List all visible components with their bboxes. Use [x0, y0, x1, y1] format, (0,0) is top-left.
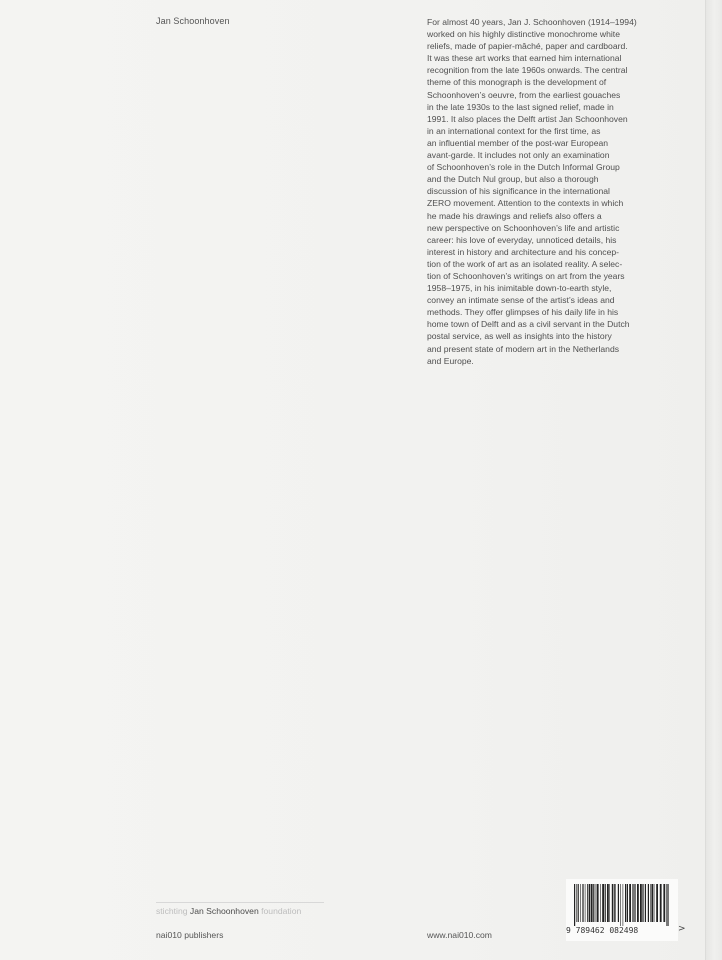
blurb-line: career: his love of everyday, unnoticed details, his	[427, 234, 617, 245]
foundation-prefix: stichting	[156, 906, 188, 916]
blurb-line: home town of Delft and as a civil servant in the Dutch	[427, 319, 630, 330]
blurb-line: in an international context for the first time, as	[427, 125, 601, 136]
blurb-line: an influential member of the post-war European	[427, 137, 609, 148]
barcode-bar	[574, 884, 575, 926]
barcode-bar	[637, 884, 639, 922]
book-spine-edge	[705, 0, 722, 960]
blurb-text	[427, 16, 689, 367]
blurb-line: methods. They offer glimpses of his daily life in his	[427, 307, 619, 318]
barcode-bar	[651, 884, 653, 922]
barcode-arrow-icon: >	[678, 924, 686, 934]
blurb-line: tion of Schoonhoven’s writings on art from the years	[427, 270, 625, 281]
publisher-name: nai010 publishers	[156, 930, 224, 940]
blurb-line: and the Dutch Nul group, but also a thorough	[427, 174, 599, 185]
barcode-bar	[600, 884, 601, 922]
blurb-line: recognition from the late 1960s onwards. The central	[427, 65, 628, 76]
foundation-credit	[156, 906, 301, 916]
blurb-line: he made his drawings and reliefs also offers a	[427, 210, 602, 221]
barcode-bar	[650, 884, 651, 922]
barcode-bar	[607, 884, 609, 922]
blurb-line: reliefs, made of papier-mâché, paper and cardboard.	[427, 41, 628, 52]
barcode-bar	[642, 884, 643, 922]
barcode-bar	[580, 884, 581, 922]
barcode-bar	[618, 884, 619, 922]
barcode-bar	[663, 884, 665, 922]
barcode-bar	[629, 884, 631, 922]
barcode-bar	[593, 884, 594, 922]
blurb-line: avant-garde. It includes not only an examination	[427, 150, 610, 161]
barcode-bar	[578, 884, 579, 922]
barcode-bar	[585, 884, 586, 922]
barcode-bar	[668, 884, 669, 926]
blurb-line: discussion of his significance in the international	[427, 186, 610, 197]
barcode-bar	[656, 884, 658, 922]
barcode-bar	[597, 884, 599, 922]
author-name: Jan Schoonhoven	[156, 16, 230, 26]
barcode-bar	[587, 884, 588, 922]
barcode-bar	[640, 884, 642, 922]
blurb-line: of Schoonhoven’s role in the Dutch Informal Group	[427, 162, 620, 173]
barcode-bar	[582, 884, 583, 922]
barcode-bar	[648, 884, 649, 922]
blurb-line: For almost 40 years, Jan J. Schoonhoven (1914–1994)	[427, 17, 637, 27]
barcode-bar	[635, 884, 636, 922]
barcode-bar	[589, 884, 590, 922]
barcode-bar	[576, 884, 577, 922]
blurb-line: and present state of modern art in the Netherlands	[427, 343, 620, 354]
blurb-line: theme of this monograph is the development of	[427, 77, 607, 88]
barcode-bar	[614, 884, 615, 922]
foundation-name: Jan Schoonhoven	[189, 906, 259, 916]
foundation-divider	[156, 902, 324, 903]
blurb-line: and Europe.	[427, 355, 474, 366]
barcode-digits: 9 789462 082498	[566, 926, 639, 935]
foundation-suffix: foundation	[261, 906, 302, 916]
barcode-bar	[605, 884, 606, 922]
blurb-line: postal service, as well as insights into the history	[427, 331, 612, 342]
barcode-bar	[632, 884, 633, 922]
blurb-line: 1958–1975, in his inimitable down-to-earth style,	[427, 283, 612, 294]
blurb-line: It was these art works that earned him international	[427, 53, 622, 64]
isbn-barcode	[566, 879, 678, 941]
barcode-bar	[654, 884, 655, 922]
blurb-line: convey an intimate sense of the artist’s ideas and	[427, 295, 615, 306]
blurb-line: in the late 1930s to the last signed relief, made in	[427, 101, 614, 112]
barcode-bar	[660, 884, 662, 922]
barcode-bar	[615, 884, 616, 922]
blurb-line: worked on his highly distinctive monochrome white	[427, 29, 620, 40]
blurb-line: 1991. It also places the Delft artist Jan Schoonhoven	[427, 113, 628, 124]
barcode-bar	[602, 884, 604, 922]
barcode-bars	[574, 884, 670, 926]
barcode-bar	[596, 884, 597, 922]
barcode-bar	[609, 884, 610, 922]
publisher-website: www.nai010.com	[427, 930, 492, 940]
barcode-bar	[620, 884, 621, 926]
barcode-bar	[612, 884, 613, 922]
barcode-bar	[625, 884, 626, 922]
blurb-line: interest in history and architecture and his concep-	[427, 246, 620, 257]
barcode-bar	[633, 884, 634, 922]
blurb-line: new perspective on Schoonhoven’s life and artistic	[427, 222, 620, 233]
barcode-bar	[645, 884, 646, 922]
barcode-bar	[623, 884, 624, 926]
blurb-line: tion of the work of art as an isolated reality. A selec-	[427, 258, 623, 269]
blurb-line: Schoonhoven’s oeuvre, from the earliest gouaches	[427, 89, 621, 100]
barcode-bar	[627, 884, 628, 922]
barcode-bar	[591, 884, 593, 922]
barcode-bar	[666, 884, 667, 926]
blurb-line: ZERO movement. Attention to the contexts in which	[427, 198, 624, 209]
